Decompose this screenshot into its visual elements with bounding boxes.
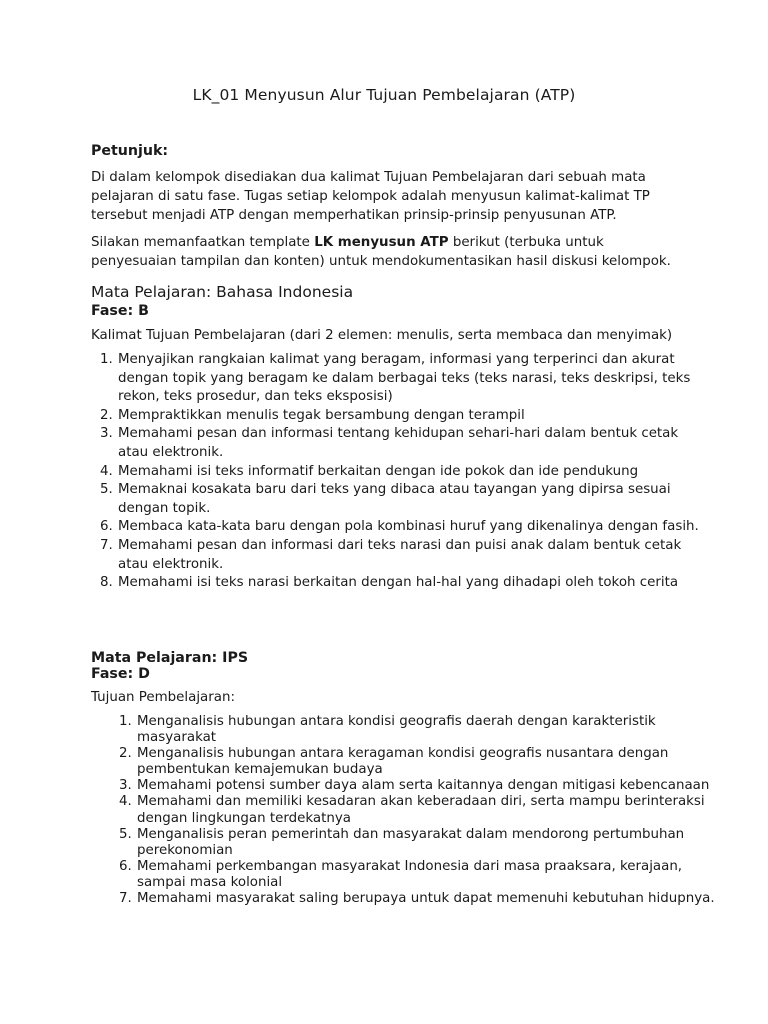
template-name-bold: LK menyusun ATP <box>314 235 449 250</box>
instructions-paragraph-1: Di dalam kelompok disediakan dua kalimat Tujuan Pembelajaran dari sebuah mata pelajaran di satu fase. Tugas setiap kelompok adalah menyusun kalimat-kalimat TP tersebut menjadi ATP dengan memperhatikan prinsip-prinsip penyusunan ATP. <box>91 170 650 223</box>
list-item: 2. Menganalisis hubungan antara keragaman kondisi geografis nusantara dengan pembentukan kemajemukan budaya <box>136 746 726 778</box>
paragraph-2-text-before: Silakan memanfaatkan template <box>91 235 315 250</box>
list-item: 3. Memahami pesan dan informasi tentang kehidupan sehari-hari dalam bentuk cetak atau elektronik. <box>117 425 707 462</box>
instructions-paragraph-2 <box>91 233 681 271</box>
list-item: 6. Memahami perkembangan masyarakat Indonesia dari masa praaksara, kerajaan, sampai masa kolonial <box>136 859 726 891</box>
list-item: 2. Mempraktikkan menulis tegak bersambung dengan terampil <box>117 407 707 426</box>
subject-heading-ips: Mata Pelajaran: IPS <box>91 650 249 666</box>
list-item: 7. Memahami pesan dan informasi dari teks narasi dan puisi anak dalam bentuk cetak atau elektronik. <box>117 537 707 574</box>
list-item: 5. Memaknai kosakata baru dari teks yang dibaca atau tayangan yang dipirsa sesuai dengan topik. <box>117 481 707 518</box>
list-item: 1. Menyajikan rangkaian kalimat yang beragam, informasi yang terperinci dan akurat dengan topik yang beragam ke dalam berbagai teks (teks narasi, teks deskripsi, teks rekon, teks prosedur, dan teks eksposisi) <box>117 351 707 407</box>
learning-objectives-list-ips <box>91 714 726 907</box>
learning-objectives-intro-ips: Tujuan Pembelajaran: <box>91 690 235 705</box>
subject-heading-bahasa-indonesia: Mata Pelajaran: Bahasa Indonesia <box>91 283 354 301</box>
list-item: 6. Membaca kata-kata baru dengan pola kombinasi huruf yang dikenalinya dengan fasih. <box>117 518 707 537</box>
list-item: 3. Memahami potensi sumber daya alam serta kaitannya dengan mitigasi kebencanaan <box>136 778 726 794</box>
instructions-heading: Petunjuk: <box>91 143 169 159</box>
list-item: 5. Menganalisis peran pemerintah dan masyarakat dalam mendorong pertumbuhan perekonomian <box>136 827 726 859</box>
list-item: 7. Memahami masyarakat saling berupaya untuk dapat memenuhi kebutuhan hidupnya. <box>136 891 726 907</box>
learning-objectives-list-bi <box>91 351 707 593</box>
document-title: LK_01 Menyusun Alur Tujuan Pembelajaran (ATP) <box>192 86 576 104</box>
list-item: 4. Memahami isi teks informatif berkaitan dengan ide pokok dan ide pendukung <box>117 463 707 482</box>
phase-heading-d: Fase: D <box>91 666 150 682</box>
paragraph-2-text-after: berikut (terbuka untuk penyesuaian tampilan dan konten) untuk mendokumentasikan hasil diskusi kelompok. <box>91 235 671 269</box>
learning-objectives-intro-bi: Kalimat Tujuan Pembelajaran (dari 2 elemen: menulis, serta membaca dan menyimak) <box>91 328 673 343</box>
list-item: 8. Memahami isi teks narasi berkaitan dengan hal-hal yang dihadapi oleh tokoh cerita <box>117 574 707 593</box>
phase-heading-b: Fase: B <box>91 303 149 319</box>
list-item: 1. Menganalisis hubungan antara kondisi geografis daerah dengan karakteristik masyarakat <box>136 714 726 746</box>
list-item: 4. Memahami dan memiliki kesadaran akan keberadaan diri, serta mampu berinteraksi dengan lingkungan terdekatnya <box>136 794 726 826</box>
